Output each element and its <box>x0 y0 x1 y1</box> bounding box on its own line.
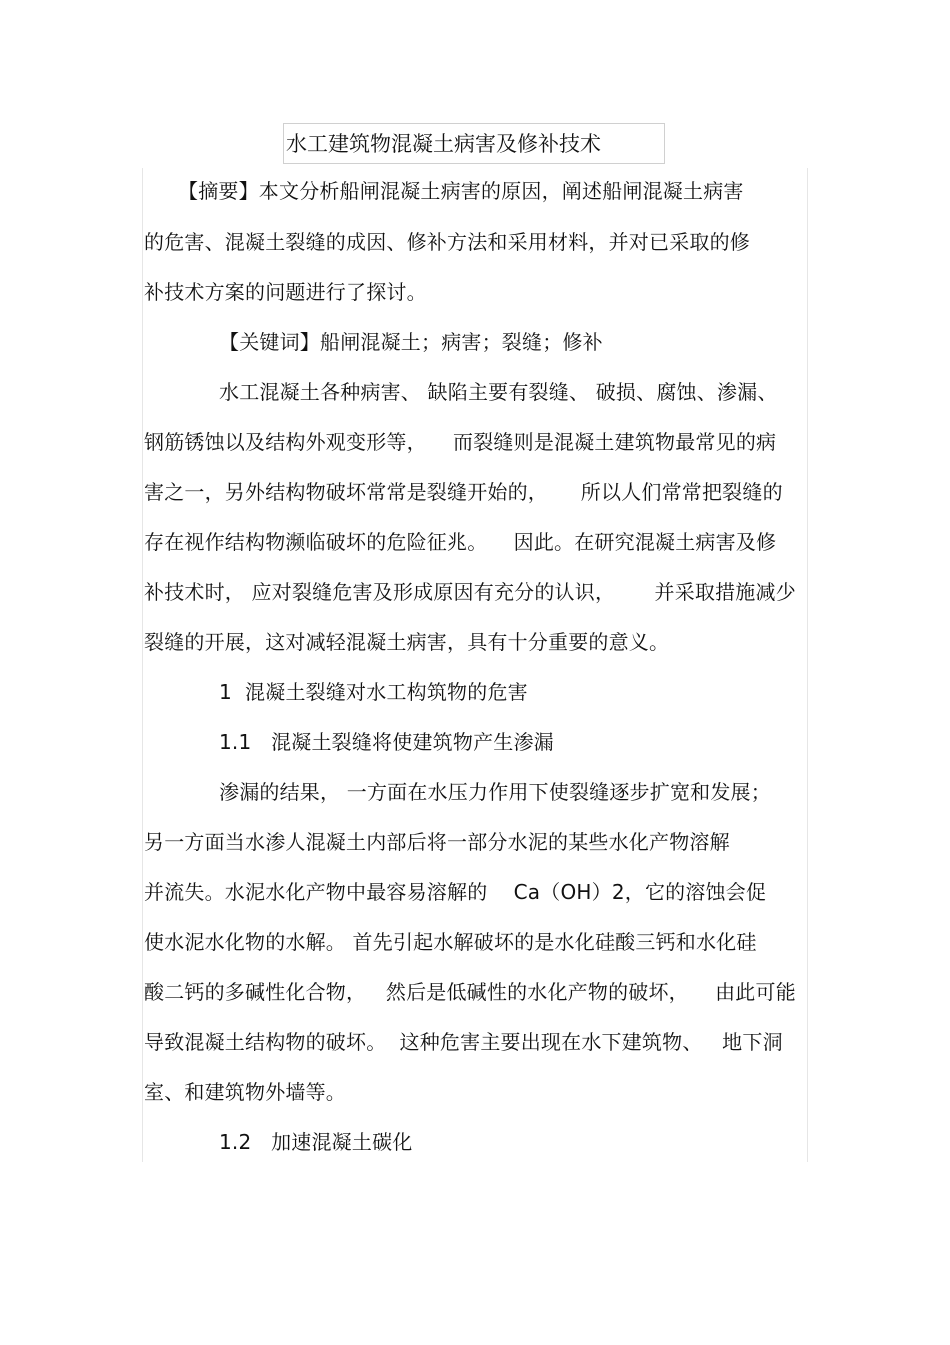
section-heading: 1 混凝土裂缝对水工构筑物的危害 <box>219 680 528 704</box>
keywords-line: 【关键词】船闸混凝土；病害；裂缝；修补 <box>219 330 603 354</box>
subsection-heading: 1.1 混凝土裂缝将使建筑物产生渗漏 <box>219 730 554 754</box>
paragraph-line: 导致混凝土结构物的破坏。 这种危害主要出现在水下建筑物、 地下洞 <box>144 1030 783 1054</box>
abstract-line: 的危害、混凝土裂缝的成因、修补方法和采用材料，并对已采取的修 <box>144 230 750 254</box>
paragraph-line: 酸二钙的多碱性化合物， 然后是低碱性的水化产物的破坏， 由此可能 <box>144 980 796 1004</box>
paragraph-line: 存在视作结构物濒临破坏的危险征兆。 因此。在研究混凝土病害及修 <box>144 530 777 554</box>
paragraph-line: 渗漏的结果， 一方面在水压力作用下使裂缝逐步扩宽和发展； <box>219 780 771 804</box>
paragraph-line: 使水泥水化物的水解。 首先引起水解破坏的是水化硅酸三钙和水化硅 <box>144 930 757 954</box>
paragraph-line: 水工混凝土各种病害、 缺陷主要有裂缝、 破损、腐蚀、渗漏、 <box>219 380 778 404</box>
paragraph-line: 裂缝的开展，这对减轻混凝土病害，具有十分重要的意义。 <box>144 630 670 654</box>
paragraph-line: 室、和建筑物外墙等。 <box>144 1080 346 1104</box>
abstract-line: 【摘要】本文分析船闸混凝土病害的原因，阐述船闸混凝土病害 <box>178 179 744 203</box>
paragraph-line: 钢筋锈蚀以及结构外观变形等， 而裂缝则是混凝土建筑物最常见的病 <box>144 430 777 454</box>
subsection-heading: 1.2 加速混凝土碳化 <box>219 1130 413 1154</box>
paragraph-line: 另一方面当水渗人混凝土内部后将一部分水泥的某些水化产物溶解 <box>144 830 730 854</box>
text-frame <box>142 168 808 1162</box>
paragraph-line: 补技术时， 应对裂缝危害及形成原因有充分的认识， 并采取措施减少 <box>144 580 796 604</box>
document-title: 水工建筑物混凝土病害及修补技术 <box>286 132 601 156</box>
paragraph-line: 害之一，另外结构物破坏常常是裂缝开始的， 所以人们常常把裂缝的 <box>144 480 783 504</box>
abstract-line: 补技术方案的问题进行了探讨。 <box>144 280 427 304</box>
paragraph-line: 并流失。水泥水化产物中最容易溶解的 Ca（OH）2，它的溶蚀会促 <box>144 880 767 904</box>
